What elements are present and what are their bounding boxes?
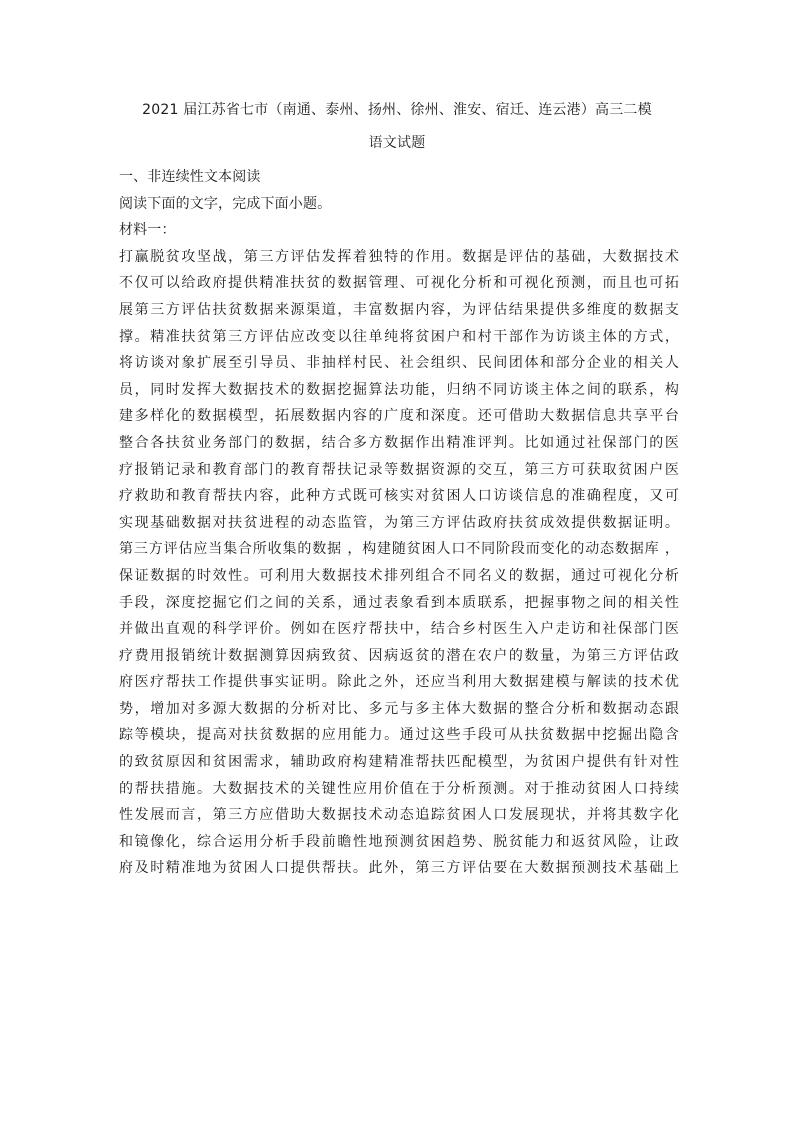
paragraph-line: 势，增加对多源大数据的分析对比、多元与多主体大数据的整合分析和数据动态跟 bbox=[119, 700, 679, 717]
paragraph-line: 实现基础数据对扶贫进程的动态监管，为第三方评估政府扶贫成效提供数据证明。 bbox=[119, 514, 679, 531]
section-heading: 一、非连续性文本阅读 bbox=[119, 169, 261, 185]
paragraph-line: 展第三方评估扶贫数据来源渠道，丰富数据内容，为评估结果提供多维度的数据支 bbox=[119, 301, 679, 318]
paragraph-line: 和镜像化，综合运用分析手段前瞻性地预测贫困趋势、脱贫能力和返贫风险，让政 bbox=[119, 833, 679, 850]
paragraph-line: 疗费用报销统计数据测算因病致贫、因病返贫的潜在农户的数量，为第三方评估政 bbox=[119, 647, 679, 664]
paragraph-line: 府及时精准地为贫困人口提供帮扶。此外，第三方评估要在大数据预测技术基础上 bbox=[119, 860, 679, 877]
material-label: 材料一： bbox=[119, 222, 176, 239]
paragraph-line: 整合各扶贫业务部门的数据，结合多方数据作出精准评判。比如通过社保部门的医 bbox=[119, 434, 679, 451]
paragraph-line: 撑。精准扶贫第三方评估应改变以往单纯将贫困户和村干部作为访谈主体的方式， bbox=[119, 328, 679, 345]
paragraph-line: 疗报销记录和教育部门的教育帮扶记录等数据资源的交互，第三方可获取贫困户医 bbox=[119, 461, 679, 478]
paragraph-line: 将访谈对象扩展至引导员、非抽样村民、社会组织、民间团体和部分企业的相关人 bbox=[119, 355, 679, 372]
paragraph-line: 第三方评估应当集合所收集的数据 ，构建随贫困人口不同阶段而变化的动态数据库 ， bbox=[119, 541, 679, 558]
paragraph-line: 建多样化的数据模型，拓展数据内容的广度和深度。还可借助大数据信息共享平台 bbox=[119, 408, 679, 425]
document-body bbox=[119, 164, 679, 882]
document-title: 2021 届江苏省七市（南通、泰州、扬州、徐州、淮安、宿迁、连云港）高三二模 bbox=[142, 102, 652, 118]
paragraph-line: 打赢脱贫攻坚战，第三方评估发挥着独特的作用。数据是评估的基础，大数据技术 bbox=[119, 248, 679, 265]
document-subtitle: 语文试题 bbox=[368, 135, 426, 151]
paragraph-line: 保证数据的时效性。可利用大数据技术排列组合不同名义的数据，通过可视化分析 bbox=[119, 567, 679, 584]
paragraph-line: 员，同时发挥大数据技术的数据挖掘算法功能，归纳不同访谈主体之间的联系，构 bbox=[119, 381, 679, 398]
paragraph-line: 不仅可以给政府提供精准扶贫的数据管理、可视化分析和可视化预测，而且也可拓 bbox=[119, 275, 679, 292]
paragraph-line: 疗救助和教育帮扶内容，此种方式既可核实对贫困人口访谈信息的准确程度，又可 bbox=[119, 488, 679, 505]
paragraph-line: 手段，深度挖掘它们之间的关系，通过表象看到本质联系，把握事物之间的相关性 bbox=[119, 594, 679, 611]
paragraph-line: 府医疗帮扶工作提供事实证明。除此之外，还应当利用大数据建模与解读的技术优 bbox=[119, 674, 679, 691]
paragraph-line: 的帮扶措施。大数据技术的关键性应用价值在于分析预测。对于推动贫困人口持续 bbox=[119, 780, 679, 797]
paragraph-line: 性发展而言，第三方应借助大数据技术动态追踪贫困人口发展现状，并将其数字化 bbox=[119, 807, 679, 824]
paragraph-line: 踪等模块，提高对扶贫数据的应用能力。通过这些手段可从扶贫数据中挖掘出隐含 bbox=[119, 727, 679, 744]
paragraph-line: 的致贫原因和贫困需求，辅助政府构建精准帮扶匹配模型，为贫困户提供有针对性 bbox=[119, 754, 679, 771]
paragraph-line: 并做出直观的科学评价。例如在医疗帮扶中，结合乡村医生入户走访和社保部门医 bbox=[119, 621, 679, 638]
reading-instruction: 阅读下面的文字，完成下面小题。 bbox=[119, 195, 332, 212]
